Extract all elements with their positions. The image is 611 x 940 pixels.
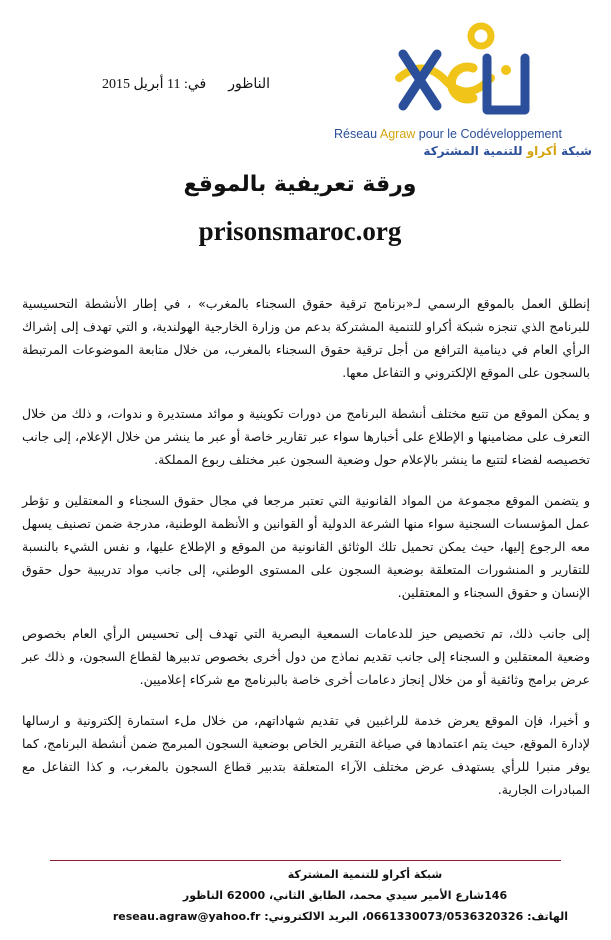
date-value: 11 أبريل 2015 [101, 77, 181, 92]
email-label: البريد الالكتروني: [264, 910, 359, 923]
paragraph: و يتضمن الموقع مجموعة من المواد القانونية التي تعتبر مرجعا في مجال حقوق السجناء و المعتقلين و تؤطر عمل المؤسسات السجنية سواء منها الشرعة الدولية أو القوانين و الأنظمة الوطنية، مدرجة ضمن تصنيف يسهل معه الرجوع إليها، حيث يمكن تحميل تلك الوثائق القانونية من الموقع و الإطلاع عليها، و نفس الشيء بالنسبة للتقارير و المنشورات المتعلقة بوضعية السجون على المستوى الوطني، إلى جانب مواد تدريبية حول حقوق الإنسان و حقوق السجناء و المعتقلين. [22, 493, 590, 600]
document-body [22, 292, 590, 819]
phone-label: الهاتف: [527, 910, 568, 923]
phone-numbers: 0661330073/0536320326 [366, 910, 524, 923]
date-prefix: في: [183, 77, 207, 92]
footer-org-name: شبكة أكراو للتنمية المشتركة [287, 868, 443, 881]
document-title: ورقة تعريفية بالموقع [183, 172, 417, 197]
email-address: reseau.agraw@yahoo.fr [112, 910, 261, 923]
org-name-arabic: شبكة أكراو للتنمية المشتركة [423, 144, 592, 158]
paragraph: إنطلق العمل بالموقع الرسمي لـ«برنامج ترقية حقوق السجناء بالمغرب» ، في إطار الأنشطة التحسيسية للبرنامج الذي تنجزه شبكة أكراو للتنمية المشتركة بدعم من وزارة الخارجية الهولندية، و التي تهدف إلى إشراك الرأي العام في دينامية الترافع من أجل ترقية حقوق السجناء بالمغرب، من خلال متابعة الموضوعات المرتبطة بالسجون على الموقع الإلكتروني و التفاعل معها. [22, 296, 590, 380]
date-line [70, 76, 270, 93]
footer-contacts: الهاتف: 0661330073/0536320326، البريد الالكتروني: reseau.agraw@yahoo.fr [112, 910, 568, 923]
website-name: prisonsmaroc.org [198, 216, 402, 246]
paragraph: و يمكن الموقع من تتبع مختلف أنشطة البرنامج من دورات تكوينية و موائد مستديرة و ندوات، و ذلك من خلال التعرف على مضامينها و الإطلاع على أخبارها سواء عبر تقارير خاصة أو عبر ما ينشر من خلال الإعلام، إلى جانب تخصيصه لفضاء لتتبع ما ينشر بالإعلام حول وضعية السجون عبر مختلف ربوع المملكة. [22, 406, 590, 467]
place-name: الناظور [228, 77, 270, 92]
agraw-network-logo-icon [385, 18, 535, 126]
paragraph: إلى جانب ذلك، تم تخصيص حيز للدعامات السمعية البصرية التي تهدف إلى تحسيس الرأي العام بخصوص وضعية المعتقلين و السجناء إلى جانب تقديم نماذج من دول أخرى بخصوص تدبيرها لقطاع السجون، و ذلك عبر عرض برامج وثائقية أو من خلال إنجاز دعامات أخرى خاصة بالبرنامج مع شركاء إعلاميين. [22, 626, 590, 687]
footer [22, 864, 568, 927]
paragraph: و أخيرا، فإن الموقع يعرض خدمة للراغبين في تقديم شهاداتهم، من خلال ملء استمارة إلكترونية و ارسالها لإدارة الموقع، حيث يتم اعتمادها في صياغة التقرير الخاص بوضعية السجون المبرمج ضمن أنشطة البرنامج، كما يوفر منبرا للرأي يستهدف عرض مختلف الآراء المتعلقة بتدبير قطاع السجون بالمغرب، و كذا التفاعل مع المبادرات الجارية. [22, 713, 590, 797]
footer-divider [50, 860, 561, 861]
org-name-french: Réseau Agraw pour le Codéveloppement [334, 127, 562, 141]
footer-address: 146شارع الأمير سيدي محمد، الطابق الثاني، 62000 الناظور [182, 889, 508, 902]
